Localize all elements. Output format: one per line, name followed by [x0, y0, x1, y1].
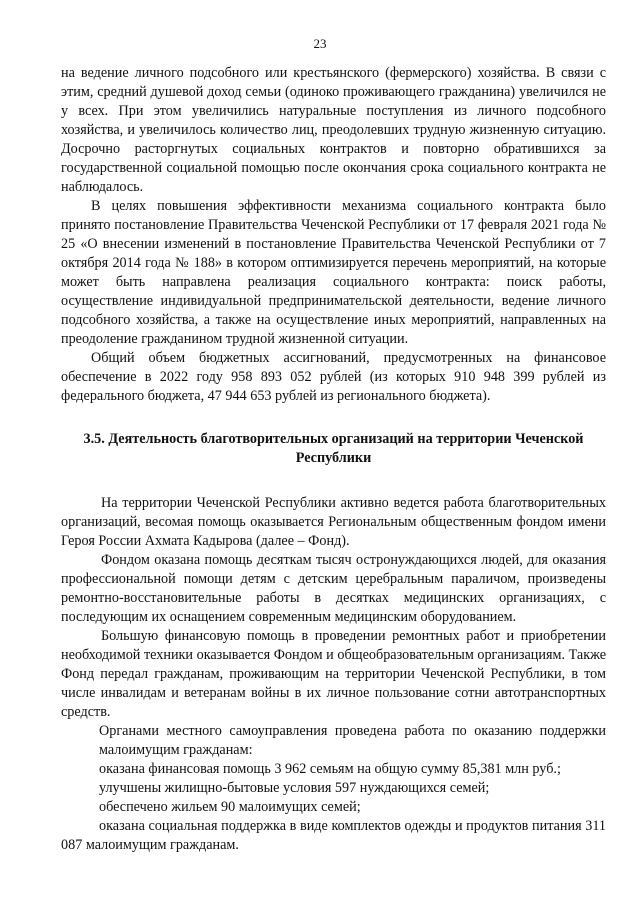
paragraph-social-contract-resolution: В целях повышения эффективности механизма социального контракта было принято постановление Правительства Чеченской Республики от 17 февраля 2021 года № 25 «О внесении изменений в постановление Правительства Чеченской Республики от 7 октября 2014 года № 188» в котором оптимизируется перечень мероприятий, на которые может быть направлена реализация социального контракта: поиск работы, осуществление индивидуальной предпринимательской деятельности, ведение личного подсобного хозяйства, а также на осуществление иных мероприятий, направленных на преодоление гражданином трудной жизненной ситуации.	[61, 198, 606, 347]
list-item: оказана финансовая помощь 3 962 семьям на общую сумму 85,381 млн руб.;	[99, 761, 561, 777]
paragraph-fund-medical-help: Фондом оказана помощь десяткам тысяч остронуждающихся людей, для оказания профессиональной помощи детям с детским церебральным параличом, произведены ремонтно-восстановительные работы в десятках медицинских организациях, с последующим их оснащением современным медицинским оборудованием.	[61, 552, 606, 625]
paragraph-charity-overview: На территории Чеченской Республики активно ведется работа благотворительных организаций, весомая помощь оказывается Региональным общественным фондом имени Героя России Ахмата Кадырова (далее – Фонд).	[61, 495, 606, 549]
paragraph-fund-schools-vehicles: Большую финансовую помощь в проведении ремонтных работ и приобретении необходимой техники оказывается Фондом и общеобразовательным организациям. Также Фонд передал гражданам, проживающим на территории Чеченской Республики, в том числе инвалидам и ветеранам войны в их личное пользование сотни автотранспортных средств.	[61, 628, 606, 720]
paragraph-budget-allocations: Общий объем бюджетных ассигнований, предусмотренных на финансовое обеспечение в 2022 году 958 893 052 рублей (из которых 910 948 399 рублей из федерального бюджета, 47 944 653 рублей из регионального бюджета).	[61, 350, 606, 404]
list-item: улучшены жилищно-бытовые условия 597 нуждающихся семей;	[99, 780, 490, 796]
document-body	[61, 64, 606, 855]
section-heading: 3.5. Деятельность благотворительных организаций на территории Чеченской Республики	[83, 431, 584, 466]
list-item: обеспечено жильем 90 малоимущих семей;	[99, 799, 361, 815]
paragraph-continuation: на ведение личного подсобного или крестьянского (фермерского) хозяйства. В связи с этим, средний душевой доход семьи (одиноко проживающего гражданина) увеличился не у всех. При этом увеличились натуральные поступления из личного подсобного хозяйства, и увеличилось количество лиц, преодолевших трудную жизненную ситуацию. Досрочно расторгнутых социальных контрактов и повторно обратившихся за государственной социальной помощью после окончания срока социального контракта не наблюдалось.	[61, 65, 606, 195]
page-number: 23	[313, 36, 327, 51]
list-intro: Органами местного самоуправления проведена работа по оказанию поддержки малоимущим гражданам:	[99, 723, 606, 758]
list-item: оказана социальная поддержка в виде комплектов одежды и продуктов питания 311 087 малоимущим гражданам.	[61, 818, 606, 853]
